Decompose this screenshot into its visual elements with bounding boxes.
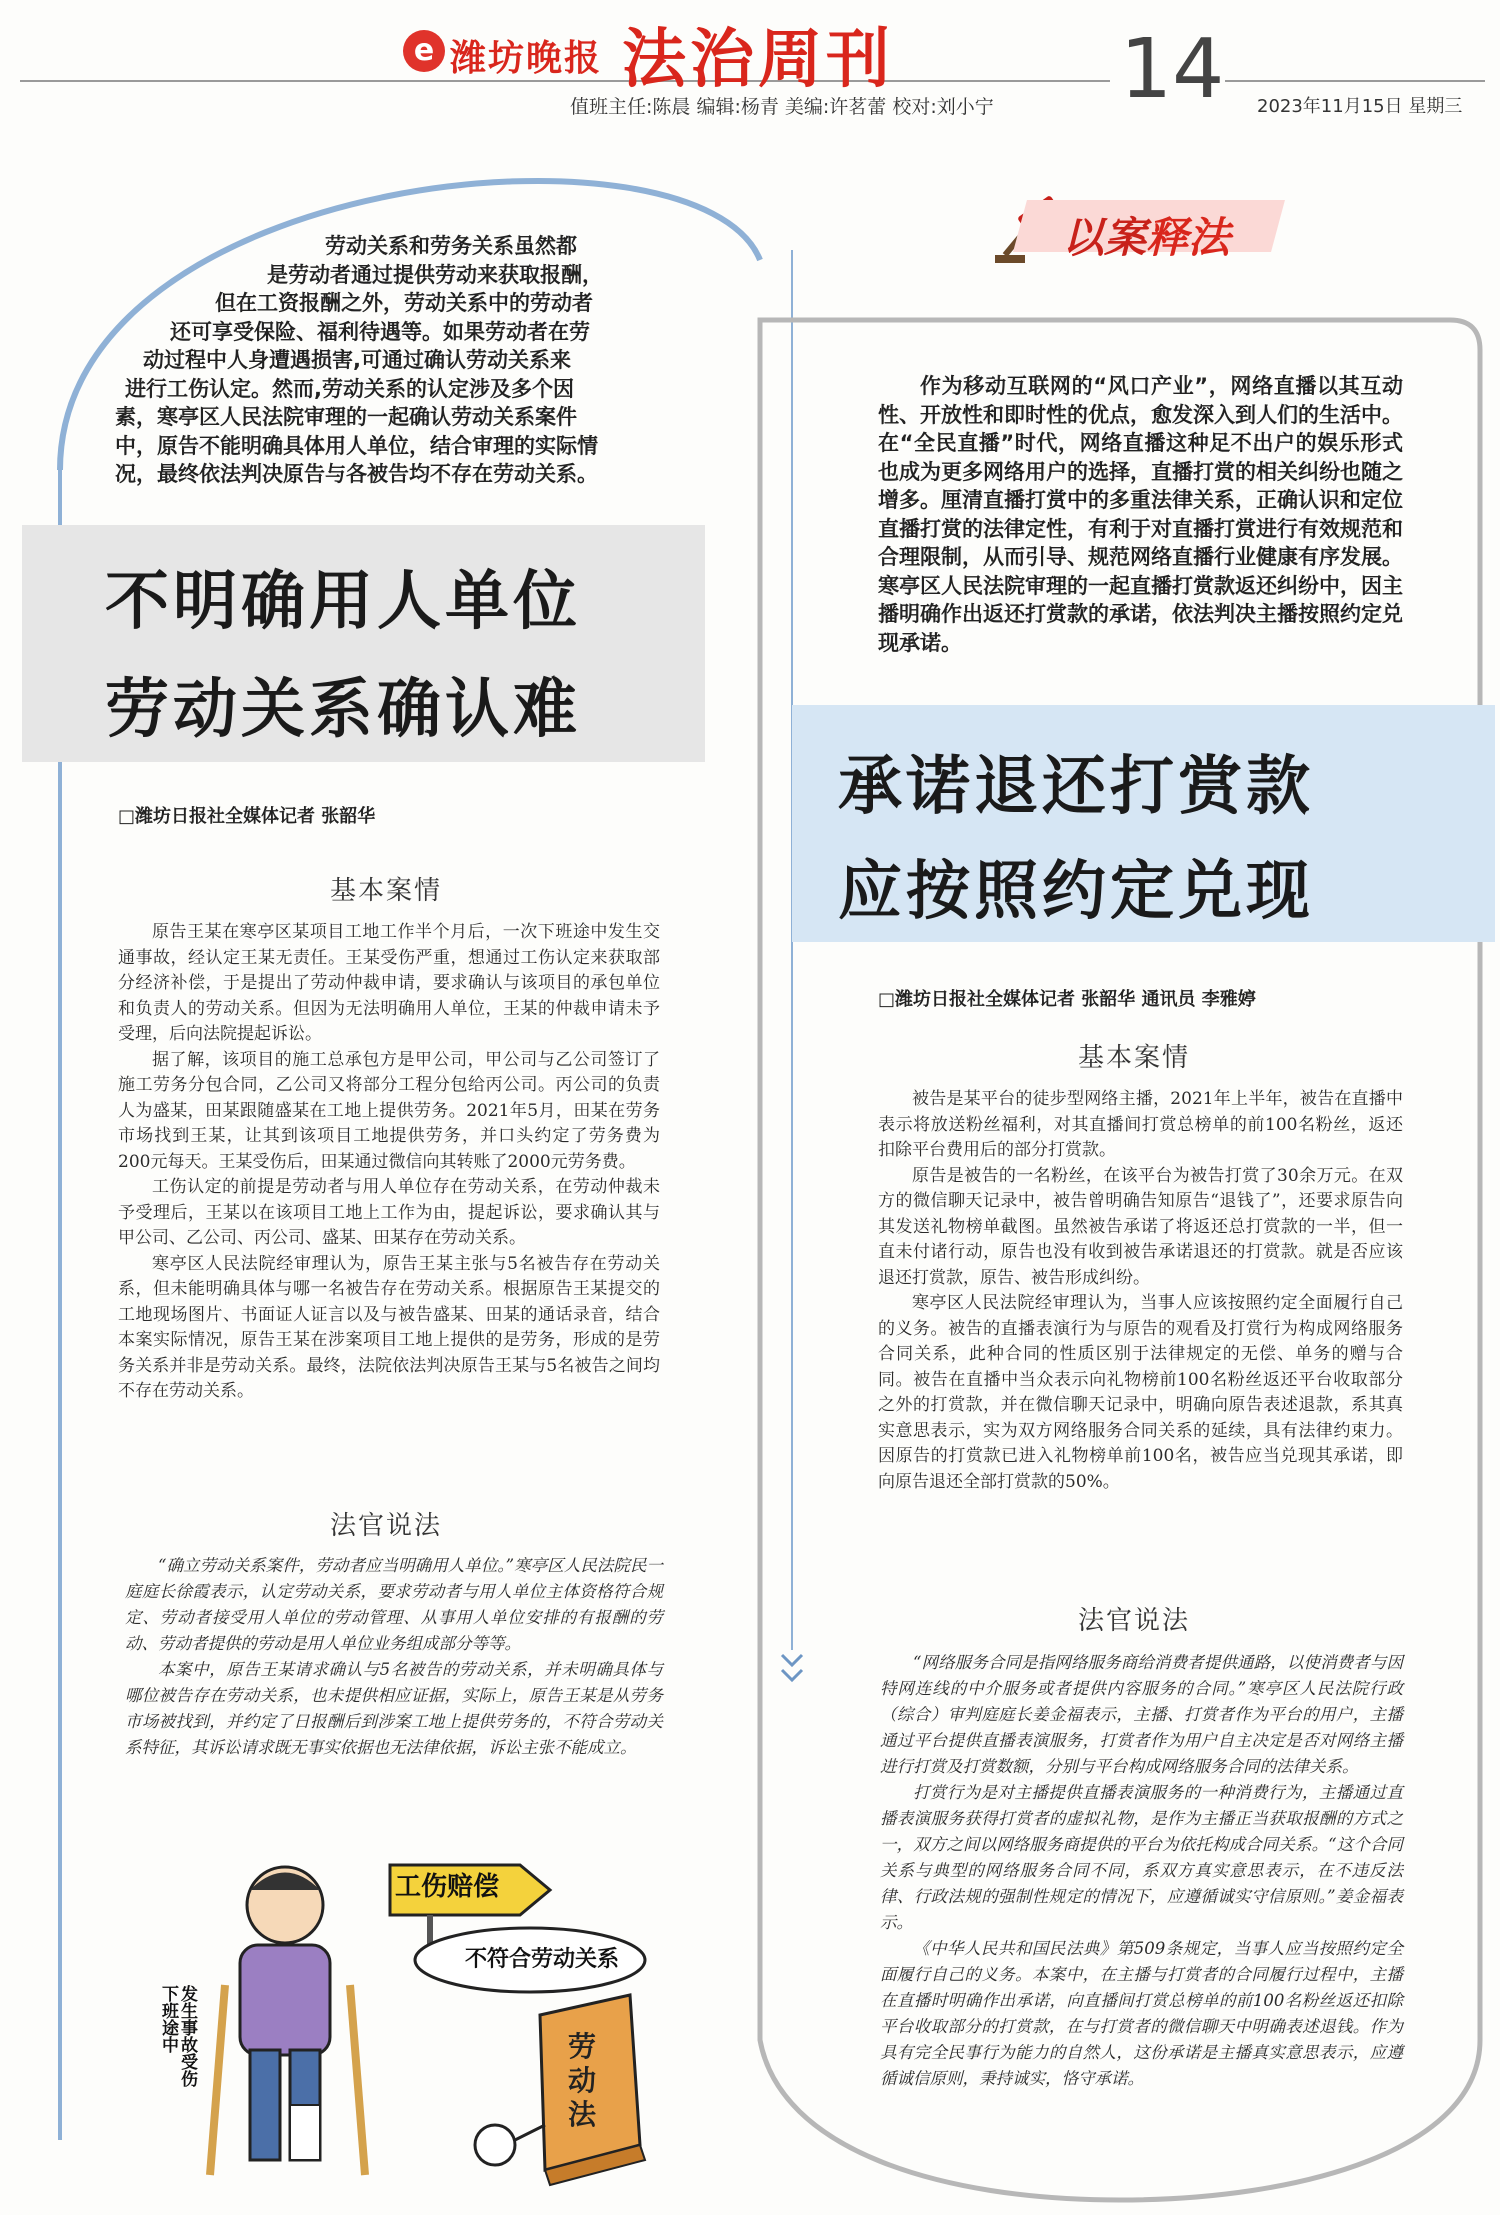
left-intro-line: 素，寒亭区人民法院审理的一起确认劳动关系案件	[115, 405, 577, 429]
left-judge-body	[125, 1553, 663, 1761]
paragraph: 工伤认定的前提是劳动者与用人单位存在劳动关系，在劳动仲裁未予受理后，王某以在该项目工地上工作为由，提起诉讼，要求确认其与甲公司、乙公司、丙公司、盛某、田某存在劳动关系。	[118, 1177, 660, 1248]
injured-worker-icon	[210, 1867, 365, 2175]
paragraph: “网络服务合同是指网络服务商给消费者提供通路，以使消费者与因特网连线的中介服务或者提供内容服务的合同。”寒亭区人民法院行政（综合）审判庭庭长姜金福表示，主播、打赏者作为平台的用户，主播通过平台提供直播表演服务，打赏者作为用户自主决定是否对网络主播进行打赏及打赏数额，分别与平台构成网络服务合同的法律关系。	[880, 1653, 1403, 1776]
right-headline-line2: 应按照约定兑现	[838, 855, 1314, 929]
left-case-body	[118, 920, 660, 1405]
caption-column: 发生事故受伤	[177, 1985, 197, 2087]
section-name: 法治周刊	[622, 22, 894, 97]
caption-column: 下班途中	[158, 1985, 178, 2053]
paragraph: 据了解，该项目的施工总承包方是甲公司，甲公司与乙公司签订了施工劳务分包合同，乙公司又将部分工程分包给丙公司。丙公司的负责人为盛某，田某跟随盛某在工地上提供劳务。2021年5月，田某在劳务市场找到王某，让其到该项目工地提供劳务，并口头约定了劳务费为200元每天。王某受伤后，田某通过微信向其转账了2000元劳务费。	[118, 1049, 660, 1172]
right-intro: 作为移动互联网的“风口产业”，网络直播以其互动性、开放性和即时性的优点，愈发深入到人们的生活中。在“全民直播”时代，网络直播这种足不出户的娱乐形式也成为更多网络用户的选择，直播打赏的相关纠纷也随之增多。厘清直播打赏中的多重法律关系，正确认识和定位直播打赏的法律定性，有利于对直播打赏进行有效规范和合理限制，从而引导、规范网络直播行业健康有序发展。寒亭区人民法院审理的一起直播打赏款返还纠纷中，因主播明确作出返还打赏款的承诺，依法判决主播按照约定兑现承诺。	[878, 374, 1403, 655]
column-logo-part2: 释法	[1146, 213, 1231, 262]
publication-date: 2023年11月15日 星期三	[1257, 96, 1463, 117]
paper-name: 潍坊晚报	[450, 38, 603, 79]
cartoon-book-label: 劳动法	[568, 2030, 597, 2131]
left-intro-line: 况，最终依法判决原告与各被告均不存在劳动关系。	[115, 462, 598, 486]
cartoon-sign-compensation: 工伤赔偿	[395, 1872, 500, 1902]
paragraph: 寒亭区人民法院经审理认为，当事人应该按照约定全面履行自己的义务。被告的直播表演行为与原告的观看及打赏行为构成网络服务合同关系，此种合同的性质区别于法律规定的无偿、单务的赠与合同。被告在直播中当众表示向礼物榜前100名粉丝返还平台收取部分之外的打赏款，并在微信聊天记录中，明确向原告表述退款，系其真实意思表示，实为双方网络服务合同关系的延续，具有法律约束力。因原告的打赏款已进入礼物榜单前100名，被告应当兑现其承诺，即向原告退还全部打赏款的50%。	[878, 1293, 1403, 1492]
left-intro-line: 中，原告不能明确具体用人单位，结合审理的实际情	[115, 433, 598, 458]
paragraph: 本案中，原告王某请求确认与5名被告的劳动关系，并未明确具体与哪位被告存在劳动关系，也未提供相应证据，实际上，原告王某是从劳务市场被找到，并约定了日报酬后到涉案工地上提供劳务的，不符合劳动关系特征，其诉讼请求既无事实依据也无法律依据，诉讼主张不能成立。	[125, 1660, 663, 1757]
labor-law-book-icon	[475, 1995, 645, 2185]
paragraph: 原告王某在寒亭区某项目工地工作半个月后，一次下班途中发生交通事故，经认定王某无责任。王某受伤严重，想通过工伤认定来获取部分经济补偿，于是提出了劳动仲裁申请，要求确认与该项目的承包单位和负责人的劳动关系。但因为无法明确用人单位，王某的仲裁申请未予受理，后向法院提起诉讼。	[118, 922, 660, 1044]
left-byline: □潍坊日报社全媒体记者 张韶华	[118, 806, 376, 827]
cartoon-side-caption	[158, 1985, 208, 2087]
left-intro-line: 动过程中人身遭遇损害,可通过确认劳动关系来	[143, 348, 571, 372]
left-intro-line: 进行工伤认定。然而,劳动关系的认定涉及多个因	[125, 376, 574, 401]
left-intro	[115, 232, 670, 489]
left-intro-line: 是劳动者通过提供劳动来获取报酬，	[267, 262, 603, 287]
column-logo	[1062, 205, 1230, 265]
column-logo-part1: 以案	[1062, 213, 1147, 262]
staff-credits: 值班主任:陈晨 编辑:杨青 美编:许茗蕾 校对:刘小宁	[570, 96, 994, 118]
cartoon-speech-bubble: 不符合劳动关系	[465, 1947, 620, 1972]
paragraph: 打赏行为是对主播提供直播表演服务的一种消费行为，主播通过直播表演服务获得打赏者的虚拟礼物，是作为主播正当获取报酬的方式之一，双方之间以网络服务商提供的平台为依托构成合同关系。“这个合同关系与典型的网络服务合同不同，系双方真实意思表示，在不违反法律、行政法规的强制性规定的情况下，应遵循诚实守信原则。”姜金福表示。	[880, 1783, 1403, 1932]
left-intro-line: 劳动关系和劳务关系虽然都	[325, 234, 577, 258]
paragraph: 寒亭区人民法院经审理认为，原告王某主张与5名被告存在劳动关系，但未能明确具体与哪一名被告存在劳动关系。根据原告王某提交的工地现场图片、书面证人证言以及与被告盛某、田某的通话录音，结合本案实际情况，原告王某在涉案项目工地上提供的是劳务，形成的是劳务关系并非是劳动关系。最终，法院依法判决原告王某与5名被告之间均不存在劳动关系。	[118, 1253, 660, 1401]
right-judge-body	[880, 1650, 1403, 2092]
paragraph: 原告是被告的一名粉丝，在该平台为被告打赏了30余万元。在双方的微信聊天记录中，被告曾明确告知原告“退钱了”，还要求原告向其发送礼物榜单截图。虽然被告承诺了将返还总打赏款的一半，但一直未付诸行动，原告也没有收到被告承诺退还的打赏款。就是否应该退还打赏款，原告、被告形成纠纷。	[878, 1165, 1403, 1288]
right-headline-line1: 承诺退还打赏款	[838, 750, 1314, 824]
right-section-heading-judge: 法官说法	[1078, 1606, 1191, 1636]
left-headline-line2: 劳动关系确认难	[105, 673, 581, 747]
right-byline: □潍坊日报社全媒体记者 张韶华 通讯员 李雅婷	[878, 989, 1256, 1010]
left-intro-line: 但在工资报酬之外，劳动关系中的劳动者	[215, 291, 593, 315]
paper-logo-icon: e	[403, 30, 445, 72]
paragraph: “确立劳动关系案件，劳动者应当明确用人单位。”寒亭区人民法院民一庭庭长徐霞表示，认定劳动关系，要求劳动者与用人单位主体资格符合规定、劳动者接受用人单位的劳动管理、从事用人单位安排的有报酬的劳动、劳动者提供的劳动是用人单位业务组成部分等等。	[125, 1556, 663, 1653]
paragraph: 《中华人民共和国民法典》第509条规定，当事人应当按照约定全面履行自己的义务。本案中，在主播与打赏者的合同履行过程中，主播在直播时明确作出承诺，向直播间打赏总榜单的前100名粉丝返还扣除平台收取部分的打赏款，在与打赏者的微信聊天中明确表述退钱。作为具有完全民事行为能力的自然人，这份承诺是主播真实意思表示，应遵循诚信原则，秉持诚实，恪守承诺。	[880, 1939, 1403, 2088]
left-section-heading-case: 基本案情	[330, 876, 443, 906]
left-intro-line: 还可享受保险、福利待遇等。如果劳动者在劳	[170, 319, 590, 344]
right-section-heading-case: 基本案情	[1078, 1043, 1191, 1073]
left-headline-line1: 不明确用人单位	[105, 565, 581, 639]
left-section-heading-judge: 法官说法	[330, 1511, 443, 1541]
page-number: 14	[1120, 22, 1225, 117]
right-case-body	[878, 1087, 1403, 1495]
paragraph: 被告是某平台的徒步型网络主播，2021年上半年，被告在直播中表示将放送粉丝福利，对其直播间打赏总榜单的前100名粉丝，返还扣除平台费用后的部分打赏款。	[878, 1089, 1403, 1160]
